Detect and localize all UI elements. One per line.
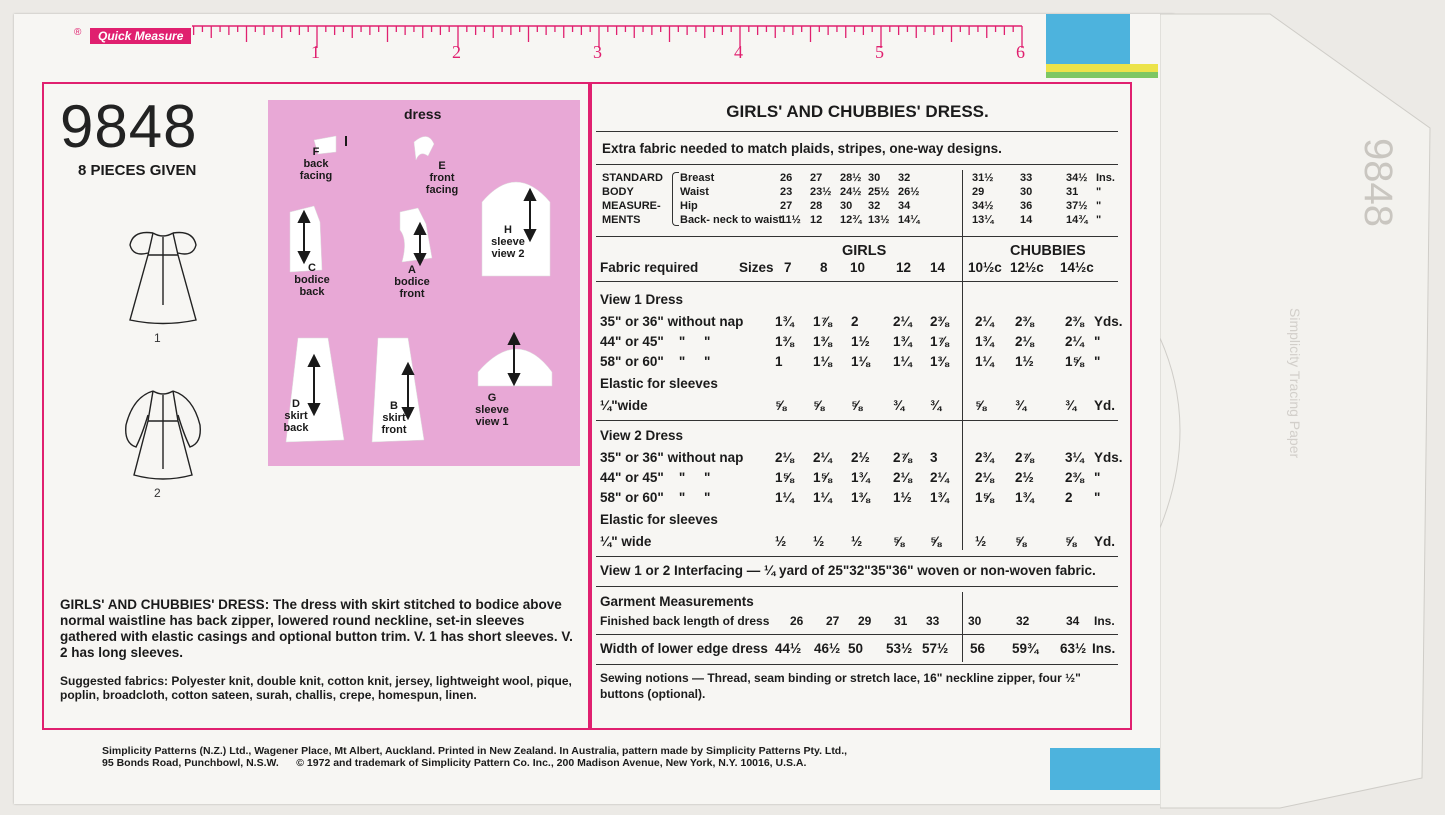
body-value: 27 bbox=[780, 200, 793, 212]
body-value: 25½ bbox=[868, 186, 890, 198]
finished-value: 29 bbox=[858, 614, 872, 628]
fabric-value: ¾ bbox=[893, 398, 905, 413]
std-label-1: STANDARD bbox=[602, 172, 663, 184]
piece-b-text: skirt front bbox=[381, 412, 407, 436]
envelope-flap bbox=[1160, 8, 1445, 810]
fabric-value: 1¾ bbox=[893, 334, 912, 349]
pattern-number: 9848 bbox=[60, 93, 198, 160]
yellow-stripe bbox=[1046, 64, 1158, 72]
width-value: 57½ bbox=[922, 641, 949, 656]
width-value: 59¾ bbox=[1012, 641, 1039, 656]
view-2-elastic-label: Elastic for sleeves bbox=[600, 512, 718, 527]
chart-title: GIRLS' AND CHUBBIES' DRESS. bbox=[726, 102, 989, 121]
body-value: 14¾ bbox=[1066, 214, 1088, 226]
fabric-value: 1⅝ bbox=[1065, 354, 1084, 369]
piece-g-letter: G bbox=[487, 392, 497, 404]
fabric-unit: Yds. bbox=[1094, 314, 1123, 329]
fabric-value: 1½ bbox=[851, 334, 870, 349]
view-2-divider bbox=[596, 556, 1118, 557]
notions-body: — Thread, seam binding or stretch lace, 16" neckline zipper, four ½" buttons (optional). bbox=[600, 671, 1081, 701]
width-divider bbox=[596, 664, 1118, 665]
piece-f-text: back facing bbox=[299, 158, 333, 182]
body-value: 23½ bbox=[810, 186, 832, 198]
chubbies-header: CHUBBIES bbox=[1010, 243, 1086, 259]
size-header: 14 bbox=[930, 260, 946, 275]
footer-line-1: Simplicity Patterns (N.Z.) Ltd., Wagener Place, Mt Albert, Auckland. Printed in New Zealand. In Australia, pattern made by Simplicity Patterns Pty. Ltd., bbox=[102, 745, 848, 757]
std-label-4: MENTS bbox=[602, 214, 641, 226]
fabric-value: 1¾ bbox=[930, 490, 949, 505]
description-body: The dress with skirt stitched to bodice above normal waistline has back zipper, lowered round neckline, set-in sleeves gathered with elastic casings and optional button trim. V. 1 has short sleeves. V. 2 has long sleeves. bbox=[60, 597, 573, 660]
width-value: 53½ bbox=[886, 641, 913, 656]
ruler-inch-label: 2 bbox=[452, 42, 461, 62]
view-2-title: View 2 Dress bbox=[600, 428, 684, 443]
fabric-unit: " bbox=[1094, 470, 1101, 485]
sewing-notions bbox=[600, 670, 1115, 702]
body-row-label: Back- neck to waist bbox=[680, 214, 783, 226]
fabric-unit: " bbox=[1094, 354, 1101, 369]
piece-h-letter: H bbox=[504, 224, 512, 236]
fabric-value: ⅝ bbox=[893, 534, 905, 549]
description-lead: GIRLS' AND CHUBBIES' DRESS: bbox=[60, 597, 270, 612]
interfacing-divider bbox=[596, 586, 1118, 587]
size-header: 14½c bbox=[1060, 260, 1094, 275]
body-value: 28 bbox=[810, 200, 823, 212]
green-stripe bbox=[1046, 72, 1158, 78]
piece-e-label bbox=[418, 160, 466, 196]
extra-fabric-note: Extra fabric needed to match plaids, stripes, one-way designs. bbox=[602, 141, 1002, 156]
body-value: 12 bbox=[810, 214, 823, 226]
view-2-dress-sketch bbox=[118, 385, 208, 485]
fabric-value: ⅝ bbox=[813, 398, 825, 413]
std-label-2: BODY bbox=[602, 186, 634, 198]
fabric-value: 2⅜ bbox=[1065, 470, 1084, 485]
ruler-inch-label: 1 bbox=[311, 42, 320, 62]
fabric-value: ¾ bbox=[930, 398, 942, 413]
body-value: 31½ bbox=[972, 172, 994, 184]
fabric-value: 1¼ bbox=[813, 490, 832, 505]
body-value: 14 bbox=[1020, 214, 1033, 226]
fabric-value: 2¼ bbox=[930, 470, 949, 485]
bottom-blue-tab bbox=[1050, 748, 1160, 790]
fabric-value: ¾ bbox=[1015, 398, 1027, 413]
view-1-dress-sketch bbox=[118, 225, 208, 325]
girls-chubbies-divider-2 bbox=[962, 240, 963, 550]
pattern-description bbox=[60, 597, 575, 661]
fabric-value: ⅝ bbox=[930, 534, 942, 549]
fabric-value: 2⅛ bbox=[775, 450, 794, 465]
size-header: 12½c bbox=[1010, 260, 1044, 275]
piece-d-text: skirt back bbox=[283, 410, 309, 434]
size-header: 10 bbox=[850, 260, 866, 275]
fabric-value: 1⅞ bbox=[930, 334, 949, 349]
girls-chubbies-divider-3 bbox=[962, 592, 963, 662]
fabric-value: 2⅜ bbox=[1065, 314, 1084, 329]
view-2-label: 2 bbox=[154, 486, 161, 500]
fabric-row-label: 35" or 36" without nap bbox=[600, 314, 744, 329]
std-label-3: MEASURE- bbox=[602, 200, 661, 212]
fabric-value: 1¼ bbox=[775, 490, 794, 505]
finished-value: 32 bbox=[1016, 614, 1030, 628]
piece-a-label bbox=[390, 264, 434, 300]
fabric-value: 2⅜ bbox=[930, 314, 949, 329]
piece-f-label bbox=[296, 146, 336, 182]
registered-mark: ® bbox=[74, 27, 82, 38]
body-value: 32 bbox=[898, 172, 911, 184]
notions-lead: Sewing notions bbox=[600, 671, 689, 685]
fabric-row-label: 35" or 36" without nap bbox=[600, 450, 744, 465]
view-1-label: 1 bbox=[154, 331, 161, 345]
ruler-inch-label: 3 bbox=[593, 42, 602, 62]
body-value: 24½ bbox=[840, 186, 862, 198]
fabric-value: ½ bbox=[775, 534, 787, 549]
fabric-row-label: 44" or 45" " " bbox=[600, 334, 711, 349]
fabric-value: 1½ bbox=[893, 490, 912, 505]
width-value: 56 bbox=[970, 641, 986, 656]
fabric-value: 1¾ bbox=[1015, 490, 1034, 505]
fabric-row-label: 44" or 45" " " bbox=[600, 470, 711, 485]
extra-divider bbox=[596, 164, 1118, 165]
panel-title: dress bbox=[404, 106, 442, 122]
fabric-value: 1⅝ bbox=[775, 470, 794, 485]
size-header: 12 bbox=[896, 260, 912, 275]
piece-g-text: sleeve view 1 bbox=[475, 404, 509, 428]
pattern-pieces-panel bbox=[268, 100, 580, 466]
publisher-footer bbox=[102, 745, 847, 769]
finished-length-label: Finished back length of dress bbox=[600, 614, 770, 628]
suggested-fabrics bbox=[60, 674, 575, 702]
fabric-value: 2⅞ bbox=[893, 450, 912, 465]
fabric-value: 1⅜ bbox=[775, 334, 794, 349]
pieces-given: 8 PIECES GIVEN bbox=[78, 162, 197, 179]
piece-d-letter: D bbox=[292, 398, 300, 410]
body-value: 13¼ bbox=[972, 214, 994, 226]
body-value: 23 bbox=[780, 186, 793, 198]
fabric-value: 1¼ bbox=[975, 354, 994, 369]
fabric-value: 1⅜ bbox=[930, 354, 949, 369]
fabric-value: 2⅜ bbox=[1015, 314, 1034, 329]
body-value: 30 bbox=[840, 200, 853, 212]
fabric-value: 1⅛ bbox=[813, 354, 832, 369]
body-value: 29 bbox=[972, 186, 985, 198]
fabric-value: ⅝ bbox=[851, 398, 863, 413]
fabric-value: 2⅛ bbox=[893, 470, 912, 485]
piece-f-letter: F bbox=[312, 146, 320, 158]
fabric-row-label: 58" or 60" " " bbox=[600, 490, 711, 505]
flap-faint-number: 9848 bbox=[1356, 138, 1400, 227]
body-value: 26½ bbox=[898, 186, 920, 198]
finished-value: 31 bbox=[894, 614, 908, 628]
piece-h-text: sleeve view 2 bbox=[491, 236, 525, 260]
piece-e-shape bbox=[414, 136, 434, 160]
girls-chubbies-divider-1 bbox=[962, 170, 963, 240]
fabric-value: 2⅛ bbox=[975, 470, 994, 485]
fabric-value: 1 bbox=[775, 354, 783, 369]
width-value: 46½ bbox=[814, 641, 841, 656]
width-unit: Ins. bbox=[1092, 641, 1116, 656]
fabric-value: ¾ bbox=[1065, 398, 1077, 413]
fabric-value: 3 bbox=[930, 450, 938, 465]
fabric-value: 2¾ bbox=[975, 450, 994, 465]
fabric-value: 2⅞ bbox=[1015, 450, 1034, 465]
fabric-value: ⅝ bbox=[775, 398, 787, 413]
body-unit: " bbox=[1096, 186, 1102, 198]
body-value: 34½ bbox=[972, 200, 994, 212]
ruler-inch-label: 6 bbox=[1016, 42, 1025, 62]
width-value: 63½ bbox=[1060, 641, 1087, 656]
fabric-value: 1¾ bbox=[851, 470, 870, 485]
flap-faint-text: Simplicity Tracing Paper bbox=[1287, 308, 1303, 459]
fabric-value: ½ bbox=[813, 534, 825, 549]
view-1-title: View 1 Dress bbox=[600, 292, 684, 307]
fabric-unit: " bbox=[1094, 490, 1101, 505]
width-value: 50 bbox=[848, 641, 864, 656]
fabric-value: 2 bbox=[1065, 490, 1073, 505]
fabric-value: ⅝ bbox=[1015, 534, 1027, 549]
fabric-value: ⅝ bbox=[975, 398, 987, 413]
garment-title: Garment Measurements bbox=[600, 594, 754, 609]
finished-value: 30 bbox=[968, 614, 982, 628]
body-value: 36 bbox=[1020, 200, 1033, 212]
body-value: 30 bbox=[1020, 186, 1033, 198]
flap-shape bbox=[1160, 8, 1445, 810]
size-header: 10½c bbox=[968, 260, 1002, 275]
fabric-row-label: ¼" wide bbox=[600, 534, 652, 549]
footer-line-2: 95 Bonds Road, Punchbowl, N.S.W. © 1972 and trademark of Simplicity Pattern Co. Inc., 200 Madison Avenue, New York, N.Y. 10016, U.S.A. bbox=[102, 757, 807, 769]
finished-divider bbox=[596, 634, 1118, 635]
fabric-value: 2⅛ bbox=[1015, 334, 1034, 349]
body-value: 32 bbox=[868, 200, 881, 212]
fabric-value: 1⅛ bbox=[851, 354, 870, 369]
fabric-value: ½ bbox=[975, 534, 987, 549]
piece-h-label bbox=[486, 224, 530, 260]
fabric-value: 1⅝ bbox=[813, 470, 832, 485]
fabric-value: 2¼ bbox=[975, 314, 994, 329]
fabric-value: 3¼ bbox=[1065, 450, 1084, 465]
girls-header: GIRLS bbox=[842, 243, 887, 259]
piece-e-text: front facing bbox=[425, 172, 459, 196]
fabrics-lead: Suggested fabrics: bbox=[60, 674, 169, 688]
piece-a-text: bodice front bbox=[394, 276, 430, 300]
fabric-unit: Yd. bbox=[1094, 398, 1116, 413]
body-value: 11½ bbox=[780, 214, 801, 226]
interfacing-line: View 1 or 2 Interfacing — ¼ yard of 25"32"35"36" woven or non-woven fabric. bbox=[600, 563, 1096, 578]
ruler-inch-label: 4 bbox=[734, 42, 743, 62]
inch-ruler bbox=[72, 22, 1032, 68]
size-header: 8 bbox=[820, 260, 828, 275]
finished-value: 27 bbox=[826, 614, 840, 628]
body-value: 14¼ bbox=[898, 214, 920, 226]
body-row-label: Breast bbox=[680, 172, 715, 184]
fabric-value: ½ bbox=[851, 534, 863, 549]
finished-value: 33 bbox=[926, 614, 940, 628]
fabrics-body: Polyester knit, double knit, cotton knit, jersey, lightweight wool, pique, poplin, broadcloth, cotton sateen, surah, challis, crepe, homespun, linen. bbox=[60, 674, 572, 702]
fabric-value: 2½ bbox=[851, 450, 870, 465]
fabric-unit: Yd. bbox=[1094, 534, 1116, 549]
measurements-bracket bbox=[672, 172, 679, 226]
body-value: 12¾ bbox=[840, 214, 862, 226]
piece-a-letter: A bbox=[408, 264, 416, 276]
body-unit: " bbox=[1096, 200, 1102, 212]
body-value: 31 bbox=[1066, 186, 1079, 198]
fabric-value: 1¼ bbox=[893, 354, 912, 369]
view-1-divider bbox=[596, 420, 1118, 421]
fabric-row-label: ¼"wide bbox=[600, 398, 648, 413]
ruler-inch-label: 5 bbox=[875, 42, 884, 62]
fabric-row-label: 58" or 60" " " bbox=[600, 354, 711, 369]
fabric-value: 1⅜ bbox=[813, 334, 832, 349]
body-divider bbox=[596, 236, 1118, 237]
fabric-value: ⅝ bbox=[1065, 534, 1077, 549]
title-divider bbox=[596, 131, 1118, 132]
piece-e-letter: E bbox=[438, 160, 446, 172]
fabric-required-label: Fabric required bbox=[600, 260, 699, 275]
body-value: 27 bbox=[810, 172, 823, 184]
fabric-value: 2¼ bbox=[1065, 334, 1084, 349]
piece-g-label bbox=[464, 392, 520, 428]
piece-b-label bbox=[378, 400, 410, 436]
body-value: 37½ bbox=[1066, 200, 1088, 212]
fabric-value: 2½ bbox=[1015, 470, 1034, 485]
body-value: 26 bbox=[780, 172, 793, 184]
fabric-value: 1⅜ bbox=[851, 490, 870, 505]
fabric-value: 2¼ bbox=[893, 314, 912, 329]
body-value: 34 bbox=[898, 200, 911, 212]
size-header: 7 bbox=[784, 260, 792, 275]
sizes-label: Sizes bbox=[739, 260, 774, 275]
piece-d-label bbox=[280, 398, 312, 434]
body-unit: Ins. bbox=[1096, 172, 1115, 184]
fabric-value: 1½ bbox=[1015, 354, 1034, 369]
body-unit: " bbox=[1096, 214, 1102, 226]
body-row-label: Waist bbox=[680, 186, 709, 198]
fabric-value: 1¾ bbox=[975, 334, 994, 349]
fabric-unit: " bbox=[1094, 334, 1101, 349]
fabric-value: 1⅞ bbox=[813, 314, 832, 329]
body-value: 28½ bbox=[840, 172, 862, 184]
fabric-value: 1¾ bbox=[775, 314, 794, 329]
piece-c-letter: C bbox=[308, 262, 316, 274]
body-value: 33 bbox=[1020, 172, 1033, 184]
body-value: 30 bbox=[868, 172, 881, 184]
fabric-unit: Yds. bbox=[1094, 450, 1123, 465]
fabric-value: 2 bbox=[851, 314, 859, 329]
sizes-divider bbox=[596, 281, 1118, 282]
finished-unit: Ins. bbox=[1094, 614, 1115, 628]
body-row-label: Hip bbox=[680, 200, 698, 212]
finished-value: 34 bbox=[1066, 614, 1080, 628]
body-value: 13½ bbox=[868, 214, 890, 226]
width-value: 44½ bbox=[775, 641, 802, 656]
piece-b-letter: B bbox=[390, 400, 398, 412]
fabric-value: 1⅝ bbox=[975, 490, 994, 505]
fabric-value: 2¼ bbox=[813, 450, 832, 465]
piece-c-text: bodice back bbox=[294, 274, 330, 298]
width-label: Width of lower edge dress bbox=[600, 641, 768, 656]
body-value: 34½ bbox=[1066, 172, 1088, 184]
quick-measure-badge: Quick Measure bbox=[90, 28, 191, 44]
view-1-elastic-label: Elastic for sleeves bbox=[600, 376, 718, 391]
piece-c-label bbox=[290, 262, 334, 298]
finished-value: 26 bbox=[790, 614, 804, 628]
